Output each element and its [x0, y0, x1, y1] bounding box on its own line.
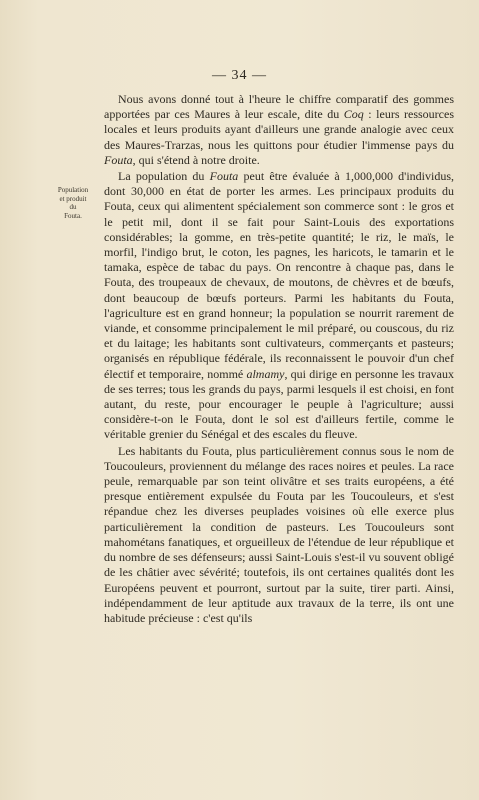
- text-run: peut être évaluée à 1,000,000 d'individus, dont 30,000 en état de porter les armes. Les principaux produits du Fouta, ceux qui alimentent spécialement son commerce sont : le gros et le petit mil, dont il se fait pour Saint-Louis des exportations considérables; la gomme, en très-petite quantité; le riz, le maïs, le morfil, l'indigo brut, le coton, les pagnes, les haricots, le tamarin et le tamaka, espèce de tabac du pays. On rencontre à chaque pas, dans le Fouta, des troupeaux de chevaux, de moutons, de chèvres et de bœufs, dont beaucoup de bœufs porteurs. Parmi les habitants du Fouta, l'agriculture est en grand honneur; la population se nourrit rarement de viande, et consomme principalement le mil préparé, ou couscous, du riz et du laitage; les habitants sont cultivateurs, commerçants et pasteurs; organisés en république fédérale, ils reconnaissent le pouvoir d'un chef électif et temporaire, nommé: [104, 169, 454, 381]
- margin-note-line: Fouta.: [64, 211, 82, 220]
- margin-note-line: et produit: [59, 194, 87, 203]
- page-number: — 34 —: [212, 68, 267, 83]
- paragraph: [104, 169, 454, 443]
- body-text: [104, 92, 454, 627]
- margin-note-line: du: [69, 203, 77, 211]
- margin-note: [48, 186, 98, 220]
- paragraph: [104, 92, 454, 168]
- text-run: : leurs ressources locales et leurs produits ayant d'ailleurs une grande analogie avec ceux des Maures-Trarzas, nous les quittons pour étudier l'immense pays du: [104, 107, 455, 152]
- text-run: La population du: [118, 169, 210, 184]
- italic-text: Coq: [343, 107, 364, 122]
- paragraph: [104, 444, 454, 626]
- italic-text: Fouta: [209, 169, 239, 184]
- italic-text: almamy: [246, 366, 285, 381]
- text-run: , qui s'étend à notre droite.: [132, 152, 260, 167]
- margin-note-line: Population: [57, 186, 89, 194]
- text-run: , qui dirige en personne les travaux de ses terres; tous les grands du pays, parmi lesquels il est choisi, en font autant, du reste, pour encourager le peuple à l'agriculture; aussi considère-t-on le Fouta, dont le sol est d'ailleurs fertile, comme le véritable grenier du Sénégal et des escales du fleuve.: [104, 366, 454, 442]
- italic-text: Fouta: [104, 152, 133, 167]
- text-run: Nous avons donné tout à l'heure le chiffre comparatif des gommes apportées par ces Maures à leur escale, dite du: [104, 92, 454, 122]
- text-run: Les habitants du Fouta, plus particulièrement connus sous le nom de Toucouleurs, proviennent du mélange des races noires et peules. La race peule, remarquable par son teint olivâtre et ses traits européens, a été presque entièrement expulsée du Fouta par les Toucouleurs, et s'est répandue chez les diverses peuplades voisines où elle exerce plus particulièrement la condition de pasteurs. Les Toucouleurs sont mahométans fanatiques, et orgueilleux de l'étendue de leur république et du nombre de ses défenseurs; aussi Saint-Louis s'est-il vu souvent obligé de les châtier avec sévérité; toutefois, ils ont certaines qualités dont les Européens peuvent et pourront, surtout par la suite, tirer parti. Ainsi, indépendamment de leur aptitude aux travaux de la terre, ils ont une habitude précieuse : c'est qu'ils: [104, 443, 454, 625]
